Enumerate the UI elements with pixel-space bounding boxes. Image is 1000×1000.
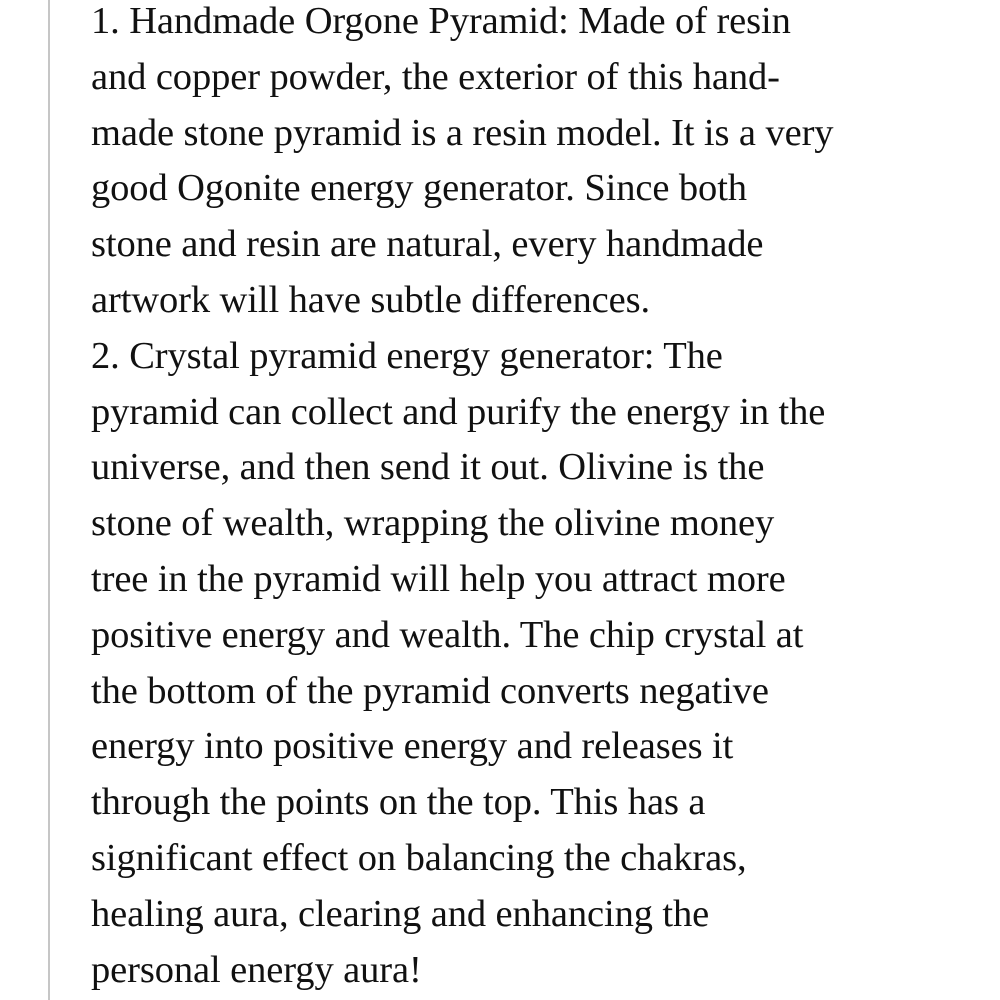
text-line: energy into positive energy and releases it [91,725,734,768]
text-line: the bottom of the pyramid converts negative [91,669,769,712]
text-line: stone of wealth, wrapping the olivine money [91,502,775,545]
text-line: good Ogonite energy generator. Since both [91,167,747,210]
text-line: stone and resin are natural, every handmade [91,223,764,266]
text-line: artwork will have subtle differences. [91,278,650,321]
text-line: through the points on the top. This has a [91,781,706,824]
text-line: positive energy and wealth. The chip crystal at [91,613,804,656]
text-line: tree in the pyramid will help you attract more [91,557,786,600]
text-line: and copper powder, the exterior of this hand- [91,55,780,98]
description-text [91,0,991,998]
text-line: healing aura, clearing and enhancing the [91,892,710,935]
text-line: 2. Crystal pyramid energy generator: The [91,334,723,377]
text-line: made stone pyramid is a resin model. It is a very [91,111,834,154]
text-line: personal energy aura! [91,948,422,991]
text-line: significant effect on balancing the chakras, [91,836,747,879]
text-line: 1. Handmade Orgone Pyramid: Made of resin [91,0,791,42]
left-margin-rule [48,0,50,1000]
text-line: pyramid can collect and purify the energy in the [91,390,826,433]
text-line: universe, and then send it out. Olivine is the [91,446,765,489]
